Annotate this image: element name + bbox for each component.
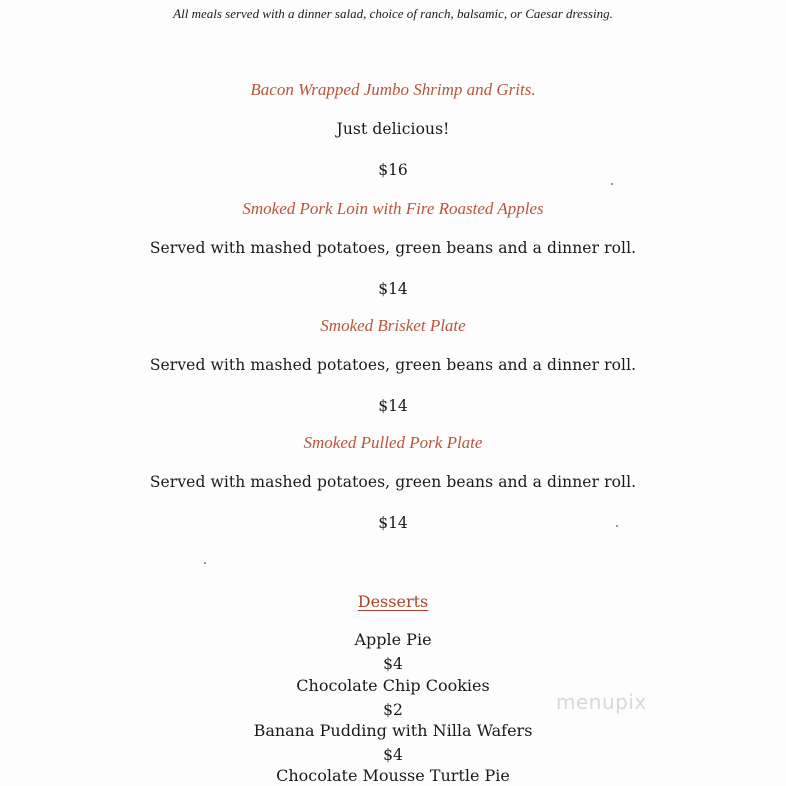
scan-speck [616,525,618,527]
meal-description: Just delicious! [336,120,450,138]
meal-description: Served with mashed potatoes, green beans and a dinner roll. [149,239,637,257]
scan-speck [204,562,206,564]
meal-price: $14 [378,397,408,415]
watermark-logo: menupix [556,690,647,714]
meals-intro-note: All meals served with a dinner salad, choice of ranch, balsamic, or Caesar dressing. [173,6,613,21]
meal-price: $16 [378,161,408,179]
meal-name: Smoked Brisket Plate [320,316,466,335]
meal-price: $14 [378,514,408,532]
dessert-name: Banana Pudding with Nilla Wafers [253,721,533,740]
dessert-price: $4 [383,746,403,764]
dessert-price: $2 [383,701,403,719]
dessert-name: Chocolate Mousse Turtle Pie [276,766,510,785]
dessert-price: $4 [383,655,403,673]
meal-description: Served with mashed potatoes, green beans and a dinner roll. [149,356,637,374]
meal-name: Smoked Pork Loin with Fire Roasted Apples [242,199,544,218]
dessert-name: Chocolate Chip Cookies [296,676,490,695]
meal-name: Bacon Wrapped Jumbo Shrimp and Grits. [250,80,536,99]
meal-price: $14 [378,280,408,298]
scan-speck [611,183,613,185]
desserts-heading: Desserts [357,592,429,611]
meal-name: Smoked Pulled Pork Plate [303,433,483,452]
meal-description: Served with mashed potatoes, green beans and a dinner roll. [149,473,637,491]
dessert-name: Apple Pie [354,630,432,649]
